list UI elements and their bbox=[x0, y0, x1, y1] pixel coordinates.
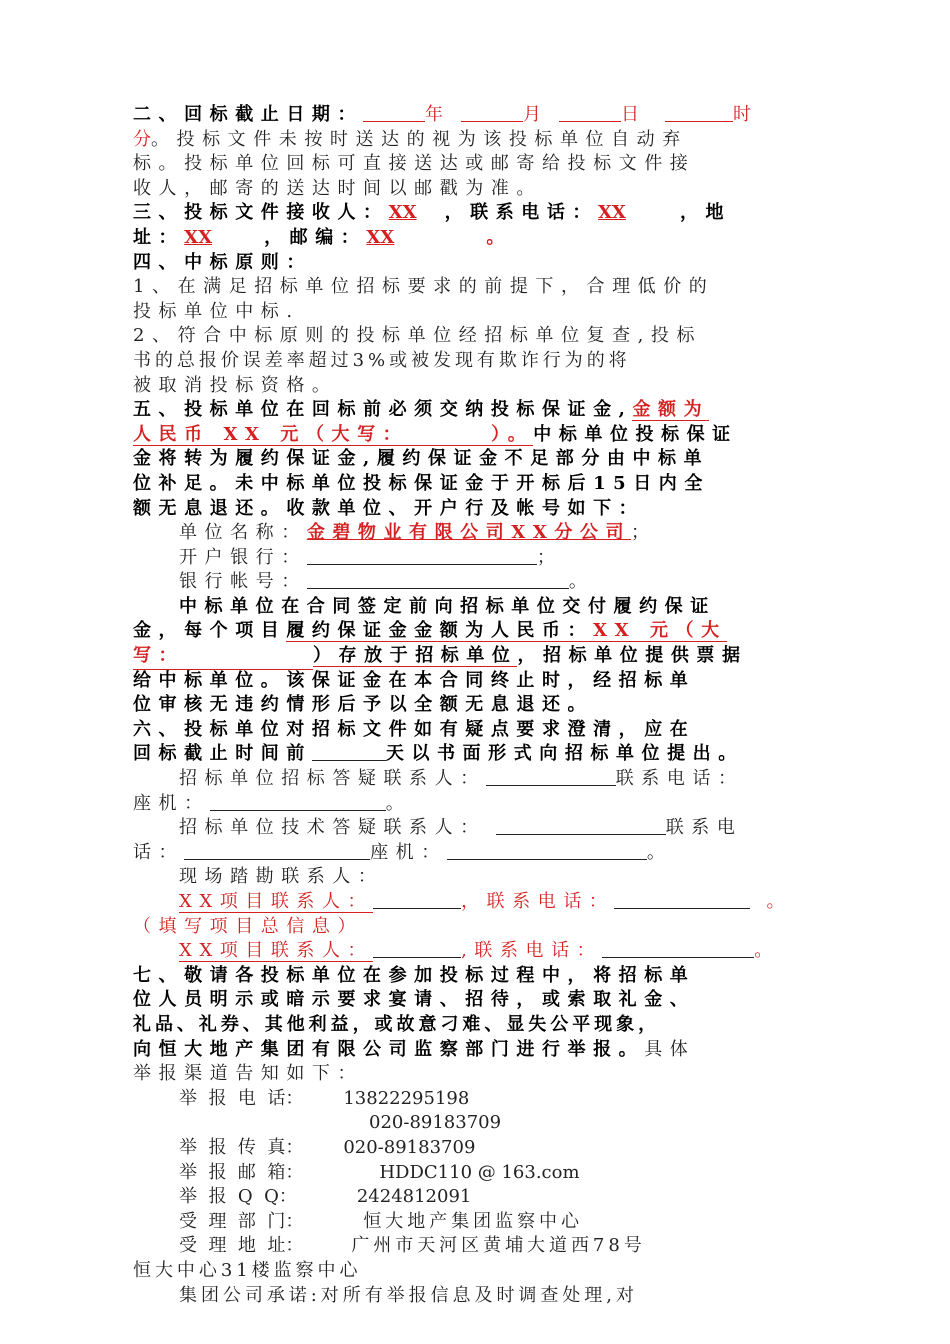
report-dept-label: 受 理 部 门： bbox=[179, 1210, 304, 1232]
account-line bbox=[133, 570, 813, 595]
phone-value[interactable]: XX bbox=[597, 202, 626, 224]
deposit-amount[interactable]: 人民币 XX 元（大写： ）。 bbox=[133, 423, 534, 445]
s4-p1a: 1、在满足招标单位招标要求的前提下，合理低价的 bbox=[133, 276, 715, 298]
q2-contact-blank[interactable] bbox=[496, 816, 666, 835]
perf-amount-words[interactable]: 写： bbox=[133, 644, 313, 670]
s5-l1a: 五、投标单位在回标前必须交纳投标保证金, bbox=[133, 399, 633, 421]
c2-line bbox=[133, 939, 813, 964]
s5-l4: 位补足。未中标单位投标保证金于开标后15日内全 bbox=[133, 472, 710, 494]
c1-label: XX项目联系人： bbox=[179, 891, 374, 912]
q1-end: 。 bbox=[385, 792, 404, 814]
month-blank[interactable] bbox=[461, 103, 523, 122]
report-fax: 020-89183709 bbox=[343, 1136, 476, 1158]
q1-phone-label: 联系电话： bbox=[615, 768, 744, 790]
s5-l2b: 中标单位投标保证 bbox=[533, 423, 738, 445]
addr-value[interactable]: XX bbox=[184, 226, 213, 248]
report-qq: 2424812091 bbox=[356, 1186, 472, 1208]
s3-line2 bbox=[133, 226, 813, 251]
s5-p2c2: ）存放于招标单位 bbox=[313, 645, 518, 667]
receiver-value[interactable]: XX bbox=[388, 202, 417, 224]
report-mail: HDDC110 @ 163.com bbox=[379, 1161, 580, 1183]
perf-amount[interactable]: XX 元（大 bbox=[593, 620, 727, 642]
bank-end: ； bbox=[536, 546, 555, 568]
s5-line2 bbox=[133, 423, 813, 448]
q1-line bbox=[133, 767, 813, 792]
q2-phone-blank[interactable] bbox=[184, 841, 370, 860]
c2-label: XX项目联系人： bbox=[179, 940, 374, 962]
year-label: 年 bbox=[425, 104, 444, 125]
s7-l1: 七、敬请各投标单位在参加投标过程中，将招标单 bbox=[133, 964, 696, 986]
bank-line bbox=[133, 546, 813, 571]
payee-label: 单位名称： bbox=[179, 522, 307, 544]
s2-text2: 标。投标单位回标可直接送达或邮寄给投标文件接 bbox=[133, 153, 696, 175]
s5-p2c3: ，招标单位提供票据 bbox=[517, 645, 748, 667]
report-dept: 恒大地产集团监察中心 bbox=[363, 1210, 583, 1232]
s2-label: 二、回标截止日期： bbox=[133, 104, 364, 125]
s4-p2b: 书的总报价误差率超过3%或被发现有欺诈行为的将 bbox=[133, 349, 631, 371]
s2-text1: 。投标文件未按时送达的视为该投标单位自动弃 bbox=[151, 128, 688, 150]
year-blank[interactable] bbox=[363, 103, 425, 122]
deposit-amount-label: 金额为 bbox=[632, 399, 710, 421]
q1-contact-blank[interactable] bbox=[486, 767, 616, 786]
payee-value[interactable]: 金碧物业有限公司XX分公司 bbox=[306, 522, 632, 544]
q2-landline-blank[interactable] bbox=[447, 841, 647, 860]
s2-text3: 收人，邮寄的送达时间以邮戳为准。 bbox=[133, 177, 542, 199]
s5-p2a: 中标单位在合同签定前向招标单位交付履约保证 bbox=[179, 595, 716, 617]
s5-p2d: 给中标单位。该保证金在本合同终止时，经招标单 bbox=[133, 669, 696, 691]
q2-label: 招标单位技术答疑联系人： bbox=[179, 817, 486, 839]
report-qq-label: 举 报 Q Q： bbox=[179, 1186, 297, 1208]
report-tel-label: 举 报 电 话： bbox=[179, 1087, 304, 1109]
report-fax-label: 举 报 传 真： bbox=[179, 1136, 304, 1158]
q1-line2 bbox=[133, 792, 813, 817]
c2-end: 。 bbox=[754, 940, 773, 962]
addr-label: 址： bbox=[133, 226, 185, 248]
q2-phone-label2: 话： bbox=[133, 841, 185, 863]
s4-p2a: 2、符合中标原则的投标单位经招标单位复查,投标 bbox=[133, 325, 703, 347]
c1-contact-blank[interactable] bbox=[373, 890, 461, 909]
s6-l2b: 天以书面形式向招标单位提出。 bbox=[385, 743, 744, 765]
report-addr: 广州市天河区黄埔大道西78号 bbox=[351, 1235, 646, 1257]
s3-line1 bbox=[133, 201, 813, 226]
s5-line1 bbox=[133, 398, 813, 423]
report-addr-line bbox=[133, 1234, 813, 1259]
report-fax-line bbox=[133, 1136, 813, 1161]
site-contact-label: 现场踏勘联系人： bbox=[179, 866, 384, 888]
hour-label: 时 bbox=[733, 104, 752, 125]
report-addr2: 恒大中心31楼监察中心 bbox=[133, 1259, 362, 1281]
bank-label: 开户银行： bbox=[179, 546, 307, 568]
report-qq-line bbox=[133, 1185, 813, 1210]
s5-p2e: 位审核无违约情形后予以全额无息退还。 bbox=[133, 694, 594, 716]
s7-l4b: 具体 bbox=[644, 1038, 696, 1060]
report-dept-line bbox=[133, 1210, 813, 1235]
days-blank[interactable] bbox=[312, 742, 386, 761]
account-label: 银行帐号： bbox=[179, 571, 307, 593]
month-label: 月 bbox=[523, 104, 542, 125]
s7-l4a: 向恒大地产集团有限公司监察部门进行举报。 bbox=[133, 1038, 645, 1060]
s6-l2-line bbox=[133, 742, 813, 767]
q2-line2 bbox=[133, 841, 813, 866]
c1-phone-blank[interactable] bbox=[614, 890, 750, 909]
addr-pre: ，地 bbox=[679, 202, 732, 224]
account-blank[interactable] bbox=[307, 570, 569, 589]
q2-end: 。 bbox=[646, 841, 665, 863]
bank-blank[interactable] bbox=[307, 546, 537, 565]
phone-label: ，联系电话： bbox=[444, 202, 598, 224]
report-tel-line bbox=[133, 1087, 813, 1112]
s2-line2 bbox=[133, 128, 813, 153]
q2-line bbox=[133, 816, 813, 841]
s5-p2b1: 金，每个项目 bbox=[133, 620, 287, 642]
report-addr-label: 受 理 地 址： bbox=[179, 1235, 304, 1257]
account-end: 。 bbox=[568, 571, 587, 593]
q1-landline-label: 座机： bbox=[133, 792, 210, 814]
s4-label: 四、中标原则： bbox=[133, 251, 312, 273]
c2-contact-blank[interactable] bbox=[373, 939, 461, 958]
c1-end: 。 bbox=[766, 891, 785, 912]
report-tel2: 020-89183709 bbox=[369, 1112, 502, 1134]
zip-value[interactable]: XX bbox=[366, 226, 395, 248]
hour-blank[interactable] bbox=[665, 103, 733, 122]
s7-l4-line bbox=[133, 1038, 813, 1063]
s6-l2a: 回标截止时间前 bbox=[133, 743, 312, 765]
s5-l5: 额无息退还。收款单位、开户行及帐号如下： bbox=[133, 497, 645, 519]
c1-line bbox=[133, 890, 813, 915]
s6-l1: 六、投标单位对招标文件如有疑点要求澄清，应在 bbox=[133, 718, 696, 740]
c1-note: （填写项目总信息） bbox=[133, 915, 364, 937]
s3-label: 三、投标文件接收人： bbox=[133, 202, 389, 224]
s2-deadline-line bbox=[133, 103, 813, 128]
s5-l3: 金将转为履约保证金,履约保证金不足部分由中标单 bbox=[133, 448, 710, 470]
s5-p2b2: 履约保证金金额为人民币： bbox=[286, 620, 594, 642]
s3-end: 。 bbox=[486, 226, 505, 248]
q1-label: 招标单位招标答疑联系人： bbox=[179, 768, 486, 790]
report-mail-line bbox=[133, 1161, 813, 1186]
day-label: 日 bbox=[621, 104, 640, 125]
q2-landline-label: 座机： bbox=[370, 841, 447, 863]
report-mail-label: 举 报 邮 箱： bbox=[179, 1161, 304, 1183]
minute-label: 分 bbox=[133, 128, 151, 150]
day-blank[interactable] bbox=[559, 103, 621, 122]
payee-line bbox=[133, 521, 813, 546]
document-body bbox=[133, 103, 813, 1308]
q2-phone-label: 联系电 bbox=[665, 817, 743, 839]
c2-phone-blank[interactable] bbox=[602, 939, 754, 958]
s5-p2b-line bbox=[133, 619, 813, 644]
q1-landline-blank[interactable] bbox=[210, 792, 386, 811]
report-tel: 13822295198 bbox=[343, 1087, 470, 1109]
c1-phone-label: ，联系电话： bbox=[461, 891, 615, 912]
group-promise: 集团公司承诺:对所有举报信息及时调查处理,对 bbox=[179, 1284, 638, 1306]
s7-l3: 礼品、礼券、其他利益，或故意刁难、显失公平现象， bbox=[133, 1013, 661, 1035]
s4-p2c: 被取消投标资格。 bbox=[133, 374, 338, 396]
s7-l5: 举报渠道告知如下： bbox=[133, 1063, 364, 1085]
payee-end: ； bbox=[631, 522, 650, 544]
s5-p2c-line bbox=[133, 644, 813, 669]
zip-label: ，邮编： bbox=[264, 226, 367, 248]
s7-l2: 位人员明示或暗示要求宴请、招待，或索取礼金、 bbox=[133, 989, 696, 1011]
c2-phone-label: ,联系电话： bbox=[461, 940, 603, 962]
s4-p1b: 投标单位中标. bbox=[133, 300, 300, 322]
